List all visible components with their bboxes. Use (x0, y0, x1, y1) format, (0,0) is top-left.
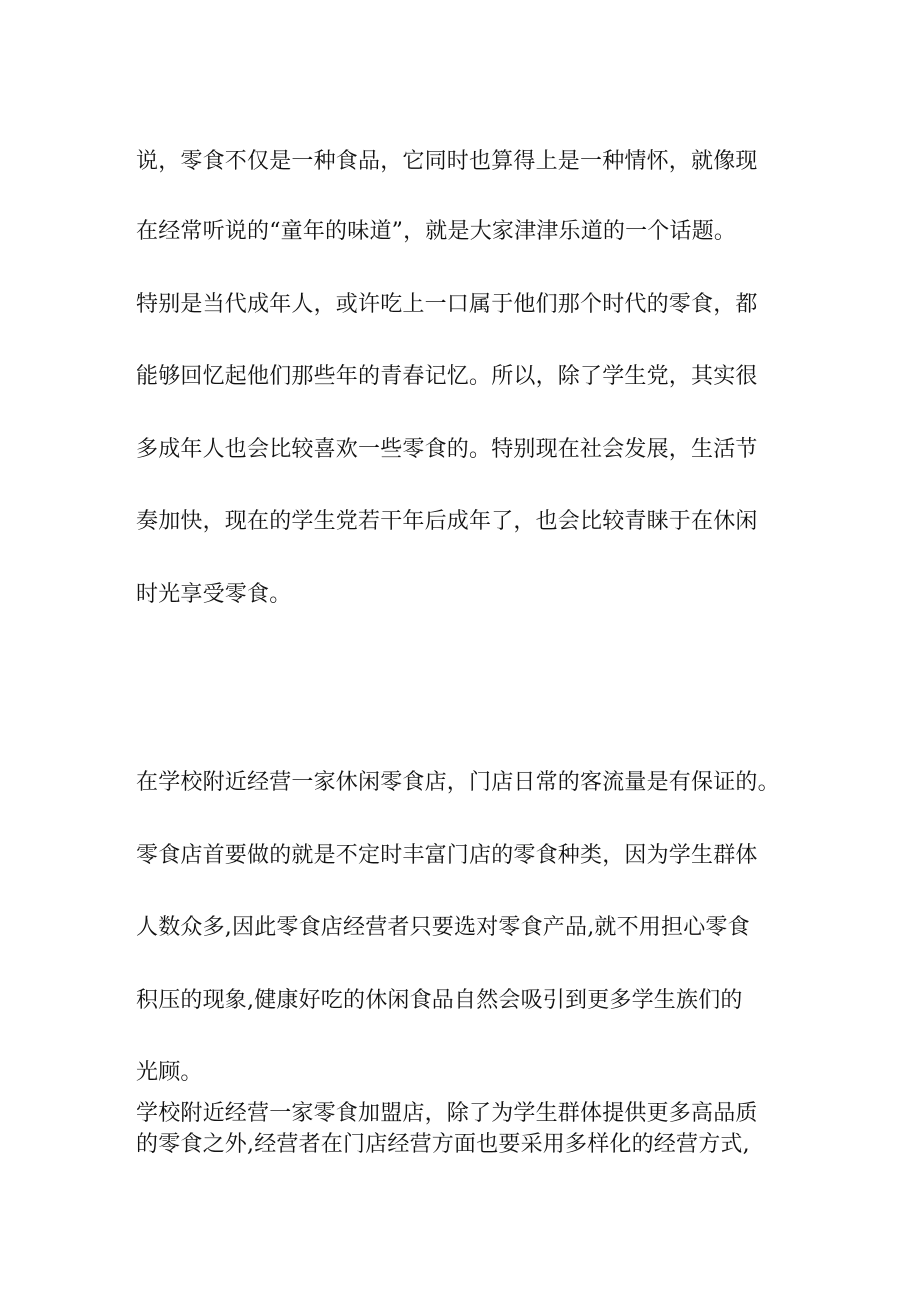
paragraph-2-line-5: 光顾。 (136, 1060, 203, 1085)
paragraph-2-line-4: 积压的现象,健康好吃的休闲食品自然会吸引到更多学生族们的 (136, 988, 743, 1013)
paragraph-2-line-1: 在学校附近经营一家休闲零食店，门店日常的客流量是有保证的。 (136, 770, 780, 795)
paragraph-3-line-1: 学校附近经营一家零食加盟店，除了为学生群体提供更多高品质 (136, 1101, 758, 1126)
paragraph-2-line-2: 零食店首要做的就是不定时丰富门店的零食种类，因为学生群体 (136, 843, 758, 868)
paragraph-1-line-7: 时光享受零食。 (136, 582, 292, 607)
paragraph-1-line-2: 在经常听说的“童年的味道”，就是大家津津乐道的一个话题。 (136, 219, 737, 244)
paragraph-1-line-6: 奏加快，现在的学生党若干年后成年了，也会比较青睐于在休闲 (136, 509, 758, 534)
paragraph-1-line-1: 说，零食不仅是一种食品，它同时也算得上是一种情怀，就像现 (136, 149, 758, 174)
paragraph-1-line-3: 特别是当代成年人，或许吃上一口属于他们那个时代的零食，都 (136, 292, 758, 317)
paragraph-3-line-2: 的零食之外,经营者在门店经营方面也要采用多样化的经营方式, (136, 1132, 750, 1157)
paragraph-1-line-5: 多成年人也会比较喜欢一些零食的。特别现在社会发展，生活节 (136, 437, 758, 462)
paragraph-2-line-3: 人数众多,因此零食店经营者只要选对零食产品,就不用担心零食 (136, 915, 750, 940)
paragraph-1-line-4: 能够回忆起他们那些年的青春记忆。所以，除了学生党，其实很 (136, 364, 758, 389)
